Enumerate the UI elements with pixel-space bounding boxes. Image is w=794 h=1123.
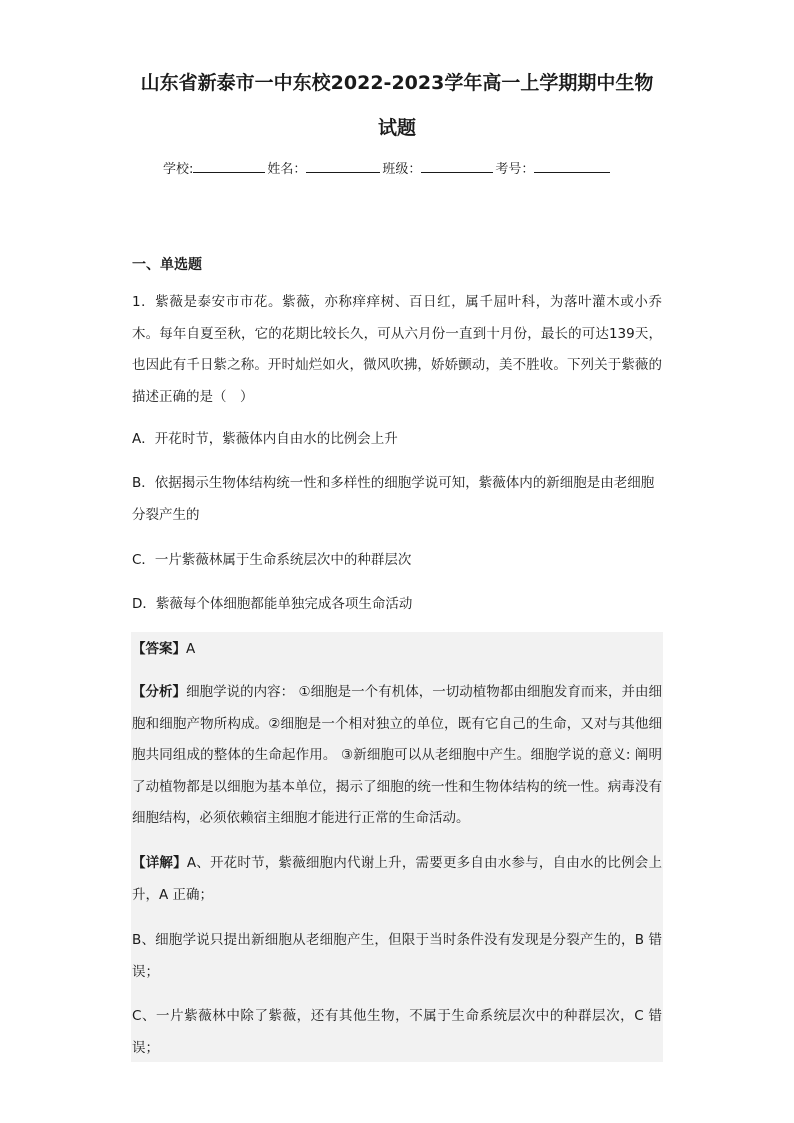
class-blank[interactable] (421, 160, 493, 173)
school-blank[interactable] (193, 160, 265, 173)
document-title-line1: 山东省新泰市一中东校2022-2023学年高一上学期期中生物 (140, 72, 654, 94)
school-label: 学校: (163, 162, 194, 177)
student-info-row (163, 158, 612, 177)
id-blank[interactable] (534, 160, 610, 173)
id-label: 考号： (495, 162, 535, 177)
detail-tag: 【详解】 (132, 855, 187, 871)
detail-paragraph-a (132, 848, 662, 911)
name-blank[interactable] (306, 160, 380, 173)
name-label: 姓名： (267, 162, 307, 177)
option-a: A．开花时节，紫薇体内自由水的比例会上升 (132, 431, 398, 447)
analysis-tag: 【分析】 (132, 684, 187, 700)
analysis-paragraph (132, 677, 662, 835)
analysis-text: 细胞学说的内容： ①细胞是一个有机体，一切动植物都由细胞发育而来，并由细胞和细胞产物所构成。②细胞是一个相对独立的单位，既有它自己的生命，又对与其他细胞共同组成的整体的生命起作用。 ③新细胞可以从老细胞中产生。细胞学说的意义: 阐明了动植物都是以细胞为基本单位，揭示了细胞的统一性和生物体结构的统一性。病毒没有细胞结构，必须依赖宿主细胞才能进行正常的生命活动。 (132, 684, 662, 826)
option-b: B．依据揭示生物体结构统一性和多样性的细胞学说可知，紫薇体内的新细胞是由老细胞分裂产生的 (132, 475, 655, 523)
answer-value: A (186, 641, 196, 657)
option-c: C．一片紫薇林属于生命系统层次中的种群层次 (132, 552, 412, 568)
detail-text-a: A、开花时节，紫薇细胞内代谢上升，需要更多自由水参与，自由水的比例会上升，A 正确； (132, 855, 663, 903)
detail-paragraph-c: C、一片紫薇林中除了紫薇，还有其他生物，不属于生命系统层次中的种群层次，C 错误； (132, 1008, 662, 1056)
detail-paragraph-b: B、细胞学说只提出新细胞从老细胞产生，但限于当时条件没有发现是分裂产生的，B 错误； (132, 932, 662, 980)
class-label: 班级： (382, 162, 422, 177)
option-d: D．紫薇每个体细胞都能单独完成各项生命活动 (132, 596, 413, 612)
document-title-line2: 试题 (377, 117, 416, 139)
answer-line (132, 634, 662, 666)
question-stem: 1．紫薇是泰安市市花。紫薇，亦称痒痒树、百日红，属千屈叶科，为落叶灌木或小乔木。每年自夏至秋，它的花期比较长久，可从六月份一直到十月份，最长的可达139天，也因此有千日紫之称。开时灿烂如火，微风吹拂，娇娇颤动，美不胜收。下列关于紫薇的描述正确的是（ ） (132, 294, 662, 405)
answer-tag: 【答案】 (132, 641, 186, 657)
section-heading: 一、单选题 (132, 257, 202, 273)
